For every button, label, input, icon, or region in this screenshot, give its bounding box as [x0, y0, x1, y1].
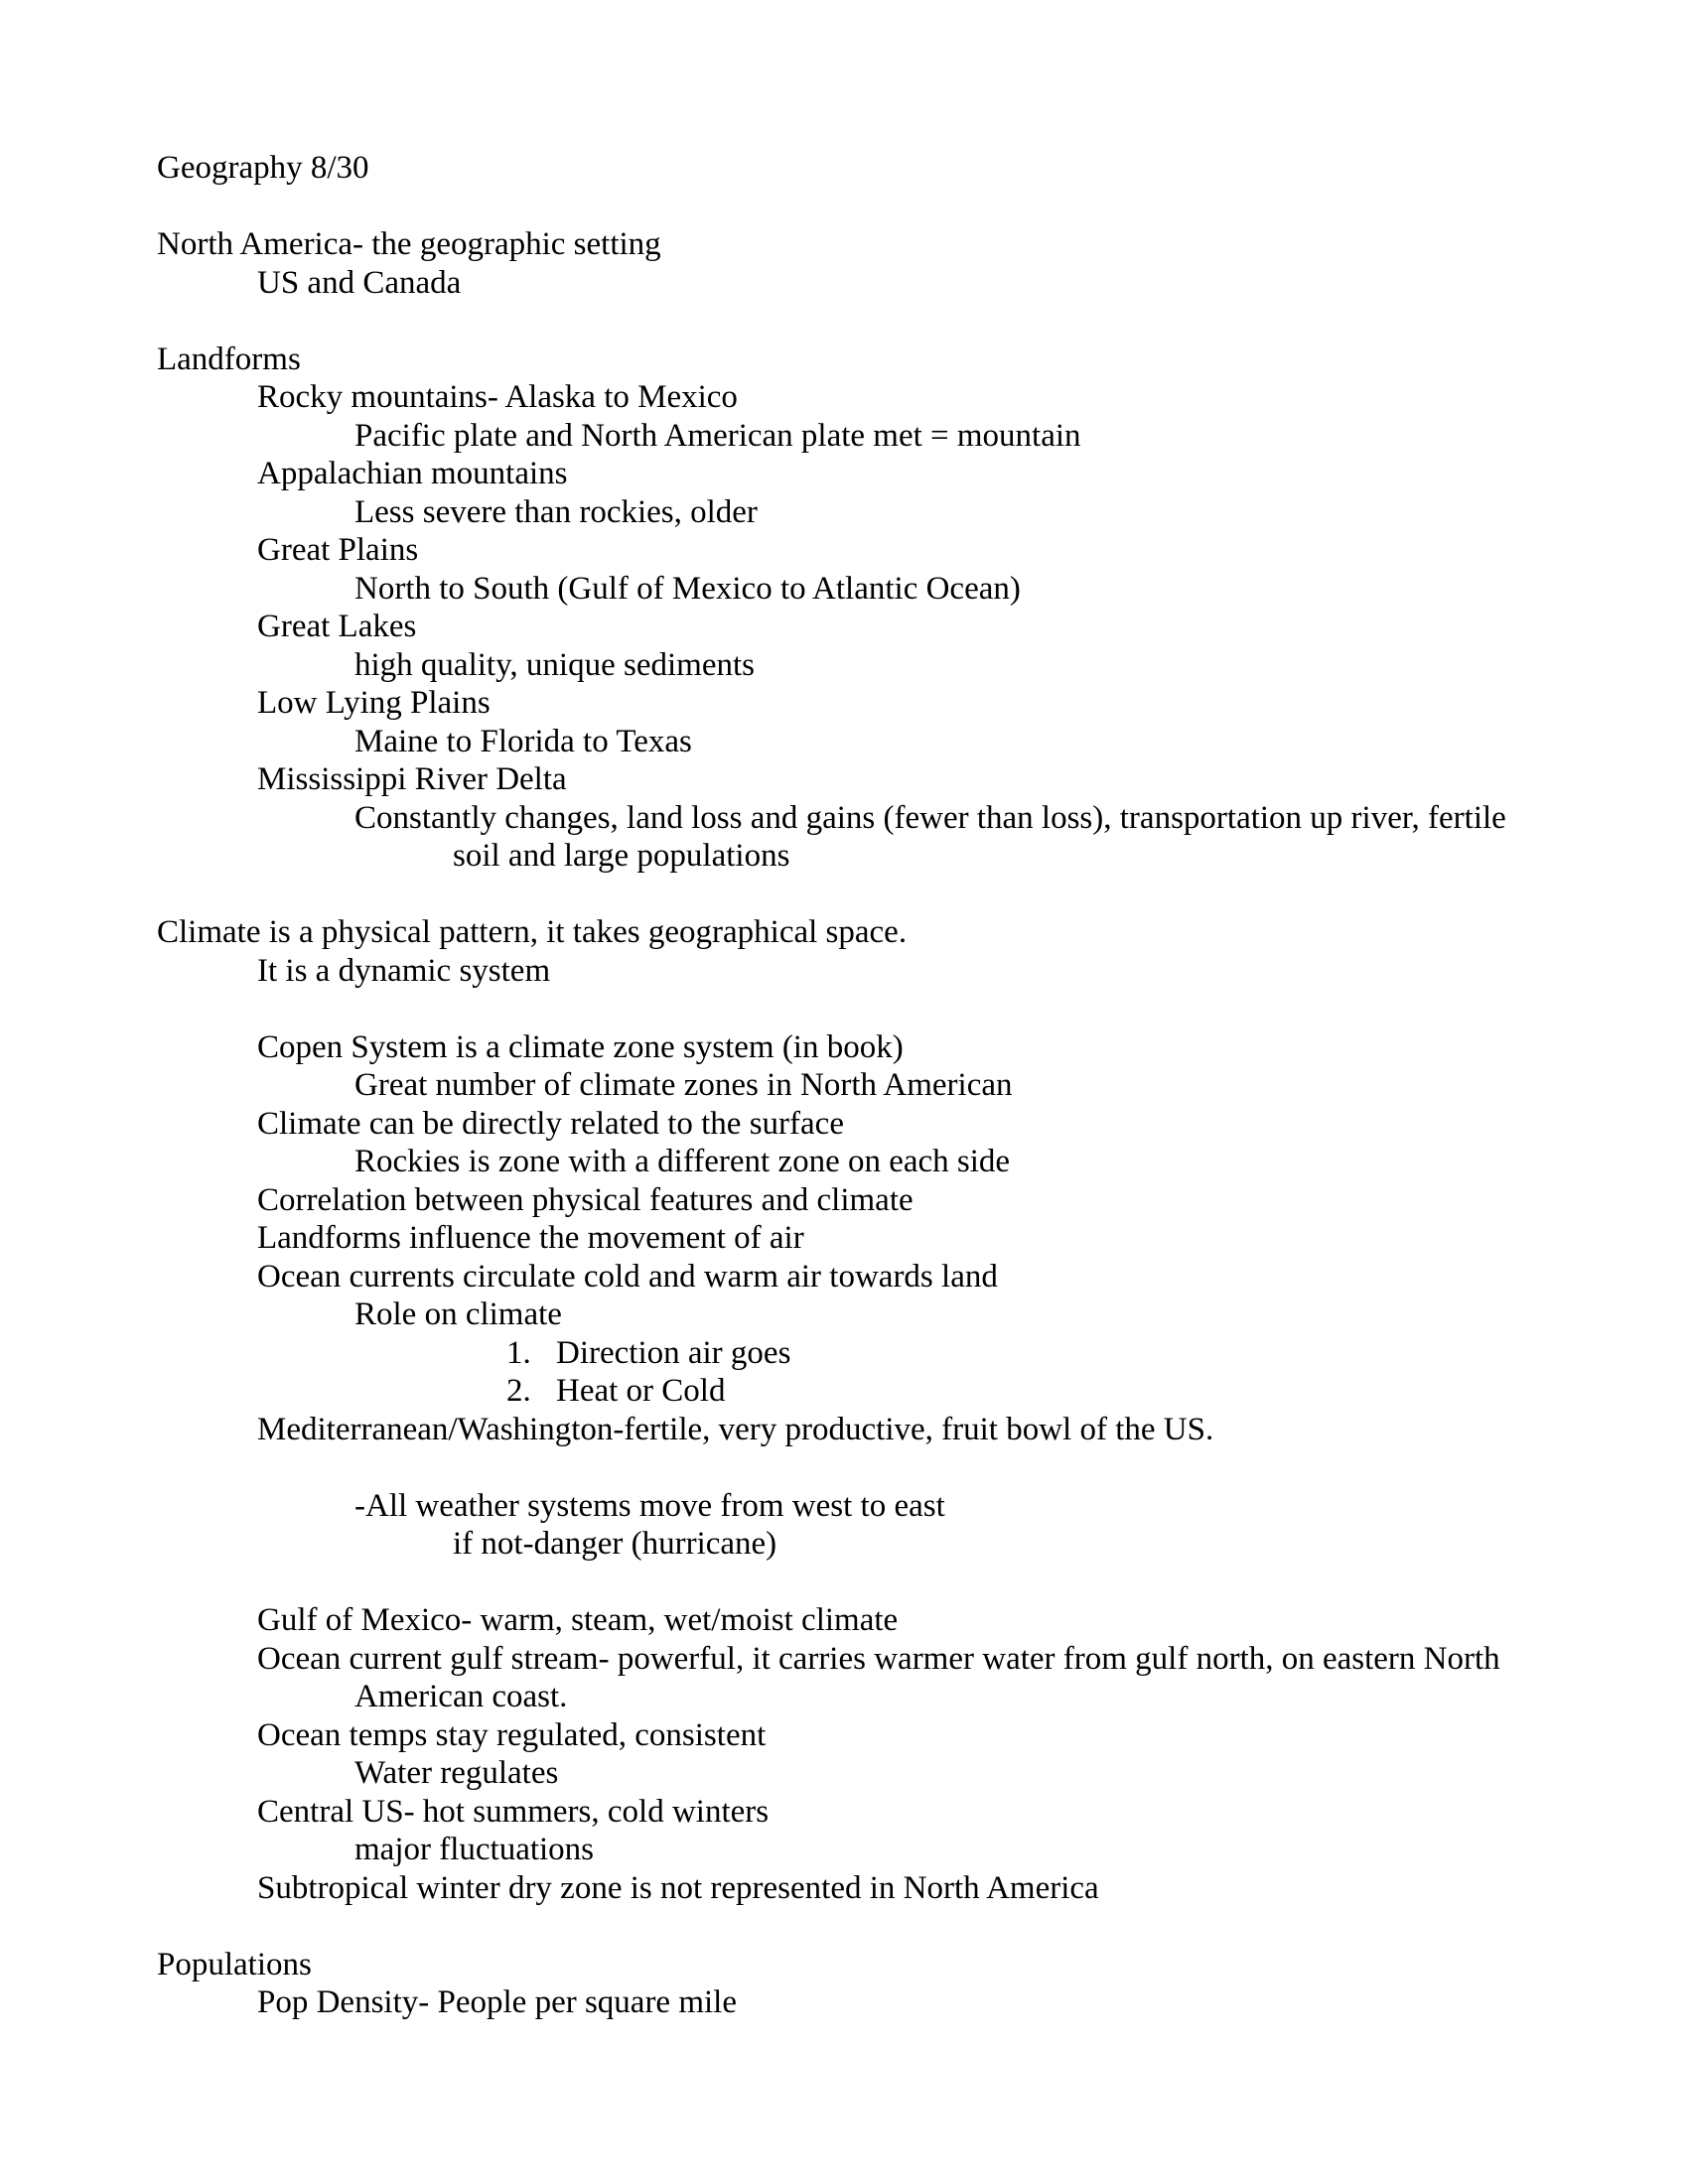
- note-line: [354, 417, 1688, 456]
- note-line: [257, 608, 1688, 646]
- line-text: Water regulates: [354, 1755, 559, 1791]
- note-line: [257, 1105, 1688, 1144]
- line-text: high quality, unique sediments: [354, 646, 755, 683]
- note-line: [257, 684, 1688, 723]
- note-line: [257, 1983, 1688, 2022]
- blank-line: [157, 1448, 1688, 1487]
- note-line: [257, 531, 1688, 570]
- line-text: Great number of climate zones in North American: [354, 1067, 1013, 1103]
- note-line: [354, 570, 1688, 609]
- line-text: -All weather systems move from west to east: [354, 1487, 945, 1524]
- line-text: Populations: [157, 1946, 312, 1982]
- blank-line: [157, 302, 1688, 341]
- note-line: [354, 1066, 1688, 1105]
- line-text: Climate can be directly related to the surface: [257, 1105, 844, 1142]
- line-text: major fluctuations: [354, 1832, 595, 1867]
- line-text: Landforms influence the movement of air: [257, 1220, 804, 1256]
- note-line: [453, 837, 1688, 876]
- note-line: [257, 1601, 1688, 1640]
- line-text: Landforms: [157, 341, 301, 377]
- note-line: [257, 1640, 1688, 1679]
- blank-line: [157, 1907, 1688, 1946]
- note-line: [506, 1334, 1688, 1373]
- line-text: Copen System is a climate zone system (in book): [257, 1028, 904, 1065]
- line-text: Ocean current gulf stream- powerful, it carries warmer water from gulf north, on eastern North: [257, 1640, 1500, 1677]
- line-text: Less severe than rockies, older: [354, 493, 758, 530]
- note-line: [157, 149, 1688, 188]
- line-text: North America- the geographic setting: [157, 226, 661, 262]
- line-text: Low Lying Plains: [257, 685, 491, 721]
- line-text: Pop Density- People per square mile: [257, 1984, 737, 2020]
- note-line: [354, 1678, 1688, 1716]
- note-line: [257, 1716, 1688, 1755]
- note-line: [354, 799, 1688, 838]
- note-line: [257, 1793, 1688, 1832]
- line-text: US and Canada: [257, 264, 462, 301]
- note-line: [257, 1411, 1688, 1449]
- line-text: Direction air goes: [556, 1334, 791, 1371]
- list-number: 2.: [506, 1373, 531, 1409]
- line-text: Central US- hot summers, cold winters: [257, 1793, 770, 1830]
- line-text: Rockies is zone with a different zone on each side: [354, 1144, 1011, 1179]
- note-line: [257, 1028, 1688, 1067]
- line-text: Maine to Florida to Texas: [354, 723, 692, 759]
- line-text: North to South (Gulf of Mexico to Atlantic Ocean): [354, 570, 1021, 607]
- line-text: Ocean currents circulate cold and warm air towards land: [257, 1258, 998, 1295]
- note-line: [354, 1296, 1688, 1334]
- note-line: [257, 952, 1688, 991]
- line-text: Heat or Cold: [556, 1373, 726, 1409]
- note-line: [257, 455, 1688, 493]
- line-text: Ocean temps stay regulated, consistent: [257, 1716, 767, 1753]
- line-text: Subtropical winter dry zone is not represented in North America: [257, 1869, 1099, 1906]
- line-text: Gulf of Mexico- warm, steam, wet/moist climate: [257, 1602, 899, 1638]
- document-lines: [0, 149, 1688, 2022]
- note-line: [257, 760, 1688, 799]
- line-text: soil and large populations: [453, 838, 790, 874]
- note-line: [354, 646, 1688, 685]
- note-line: [257, 1181, 1688, 1220]
- line-text: American coast.: [354, 1679, 568, 1714]
- line-text: Constantly changes, land loss and gains (fewer than loss), transportation up river, fertile: [354, 799, 1506, 836]
- line-text: It is a dynamic system: [257, 952, 551, 989]
- blank-line: [157, 876, 1688, 914]
- note-line: [257, 1258, 1688, 1297]
- note-line: [257, 264, 1688, 303]
- blank-line: [157, 990, 1688, 1028]
- line-text: if not-danger (hurricane): [453, 1526, 777, 1562]
- note-line: [257, 1219, 1688, 1258]
- line-text: Mediterranean/Washington-fertile, very productive, fruit bowl of the US.: [257, 1411, 1214, 1447]
- line-text: Appalachian mountains: [257, 456, 568, 491]
- note-line: [354, 1754, 1688, 1793]
- note-line: [354, 1831, 1688, 1869]
- note-line: [157, 225, 1688, 264]
- line-text: Correlation between physical features and climate: [257, 1181, 914, 1218]
- line-text: Geography 8/30: [157, 150, 369, 186]
- note-line: [157, 913, 1688, 952]
- line-text: Mississippi River Delta: [257, 761, 567, 797]
- note-line: [354, 723, 1688, 761]
- note-line: [157, 341, 1688, 379]
- line-text: Great Lakes: [257, 609, 417, 644]
- line-text: Rocky mountains- Alaska to Mexico: [257, 379, 738, 415]
- blank-line: [157, 1564, 1688, 1602]
- note-line: [257, 1869, 1688, 1908]
- note-line: [157, 1946, 1688, 1984]
- note-line: [354, 1143, 1688, 1181]
- blank-line: [157, 188, 1688, 226]
- list-number: 1.: [506, 1334, 531, 1371]
- line-text: Pacific plate and North American plate met = mountain: [354, 417, 1081, 454]
- line-text: Role on climate: [354, 1297, 562, 1332]
- note-line: [453, 1525, 1688, 1564]
- note-line: [506, 1372, 1688, 1411]
- line-text: Climate is a physical pattern, it takes geographical space.: [157, 914, 908, 950]
- line-text: Great Plains: [257, 532, 419, 568]
- note-line: [354, 493, 1688, 532]
- note-line: [257, 378, 1688, 417]
- note-line: [354, 1487, 1688, 1526]
